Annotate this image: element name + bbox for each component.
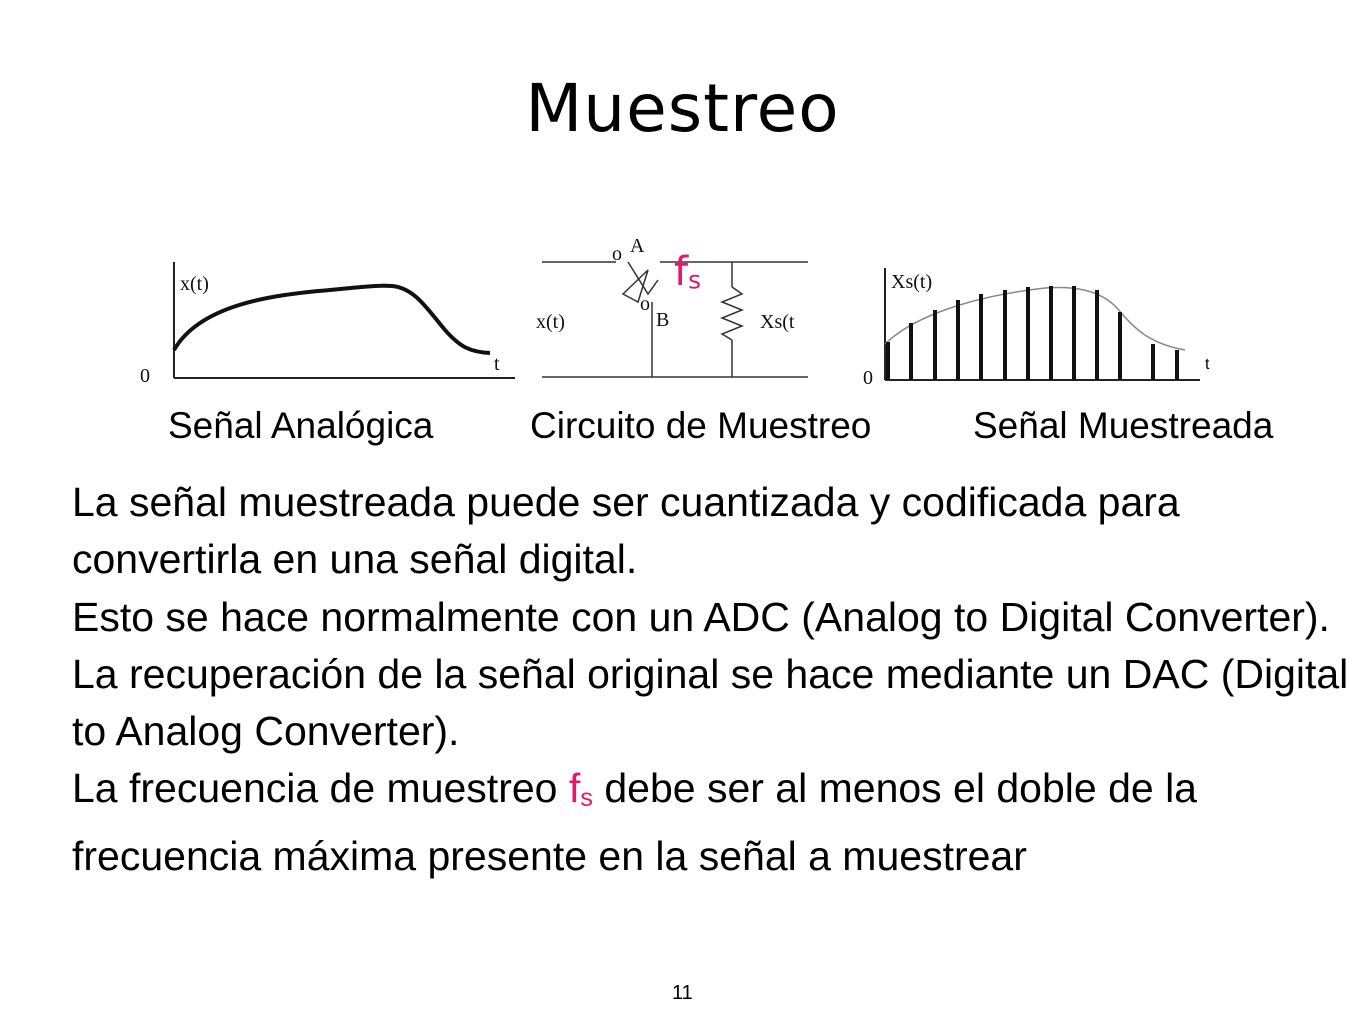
sampled-envelope bbox=[885, 288, 1185, 350]
analog-curve bbox=[174, 286, 490, 353]
nyquist-text-end: debe ser al menos el doble de la frecuencia máxima presente en la señal a muestrear bbox=[72, 765, 1197, 879]
switch-terminal-a: o bbox=[612, 243, 622, 265]
switch-link bbox=[628, 262, 658, 294]
sampled-x-label: t bbox=[1205, 356, 1210, 373]
circuit-output-label: Xs(t bbox=[760, 311, 795, 333]
paragraph-nyquist bbox=[72, 760, 1362, 884]
paragraph-adc: Esto se hace normalmente con un ADC (Analog to Digital Converter). bbox=[72, 593, 1330, 640]
caption-analog: Señal Analógica bbox=[168, 405, 434, 446]
fs-main: f bbox=[674, 249, 689, 295]
inline-fs-main: f bbox=[568, 765, 581, 812]
sampling-frequency-label bbox=[674, 249, 702, 295]
page-number: 11 bbox=[672, 982, 693, 1004]
sampled-y-label: Xs(t) bbox=[891, 271, 933, 293]
circuit-input-label: x(t) bbox=[536, 311, 565, 333]
sampled-signal-diagram bbox=[855, 260, 1205, 390]
sampling-circuit-diagram bbox=[528, 232, 818, 382]
body-text bbox=[72, 474, 1362, 885]
slide-title: Muestreo bbox=[525, 70, 840, 147]
caption-sampled: Señal Muestreada bbox=[973, 405, 1274, 446]
analog-x-label: t bbox=[494, 353, 500, 375]
caption-circuit: Circuito de Muestreo bbox=[530, 405, 872, 446]
switch-terminal-b: o bbox=[640, 293, 650, 315]
sample-lines bbox=[888, 286, 1177, 380]
analog-y-label: x(t) bbox=[180, 273, 209, 295]
inline-fs-subscript: s bbox=[580, 784, 593, 813]
fs-subscript: s bbox=[688, 265, 702, 295]
resistor bbox=[722, 287, 742, 340]
paragraph-quantization: La señal muestreada puede ser cuantizada y codificada para convertirla en una señal digital. bbox=[72, 479, 1180, 583]
switch-label-b: B bbox=[656, 309, 670, 331]
analog-signal-diagram bbox=[130, 250, 520, 390]
nyquist-text-start: La frecuencia de muestreo bbox=[72, 765, 569, 812]
inline-sampling-frequency bbox=[569, 765, 593, 811]
sampled-origin-label: 0 bbox=[863, 367, 873, 389]
switch-label-a: A bbox=[630, 235, 645, 257]
analog-origin-label: 0 bbox=[140, 365, 150, 387]
paragraph-dac: La recuperación de la señal original se hace mediante un DAC (Digital to Analog Converter). bbox=[72, 650, 1349, 755]
